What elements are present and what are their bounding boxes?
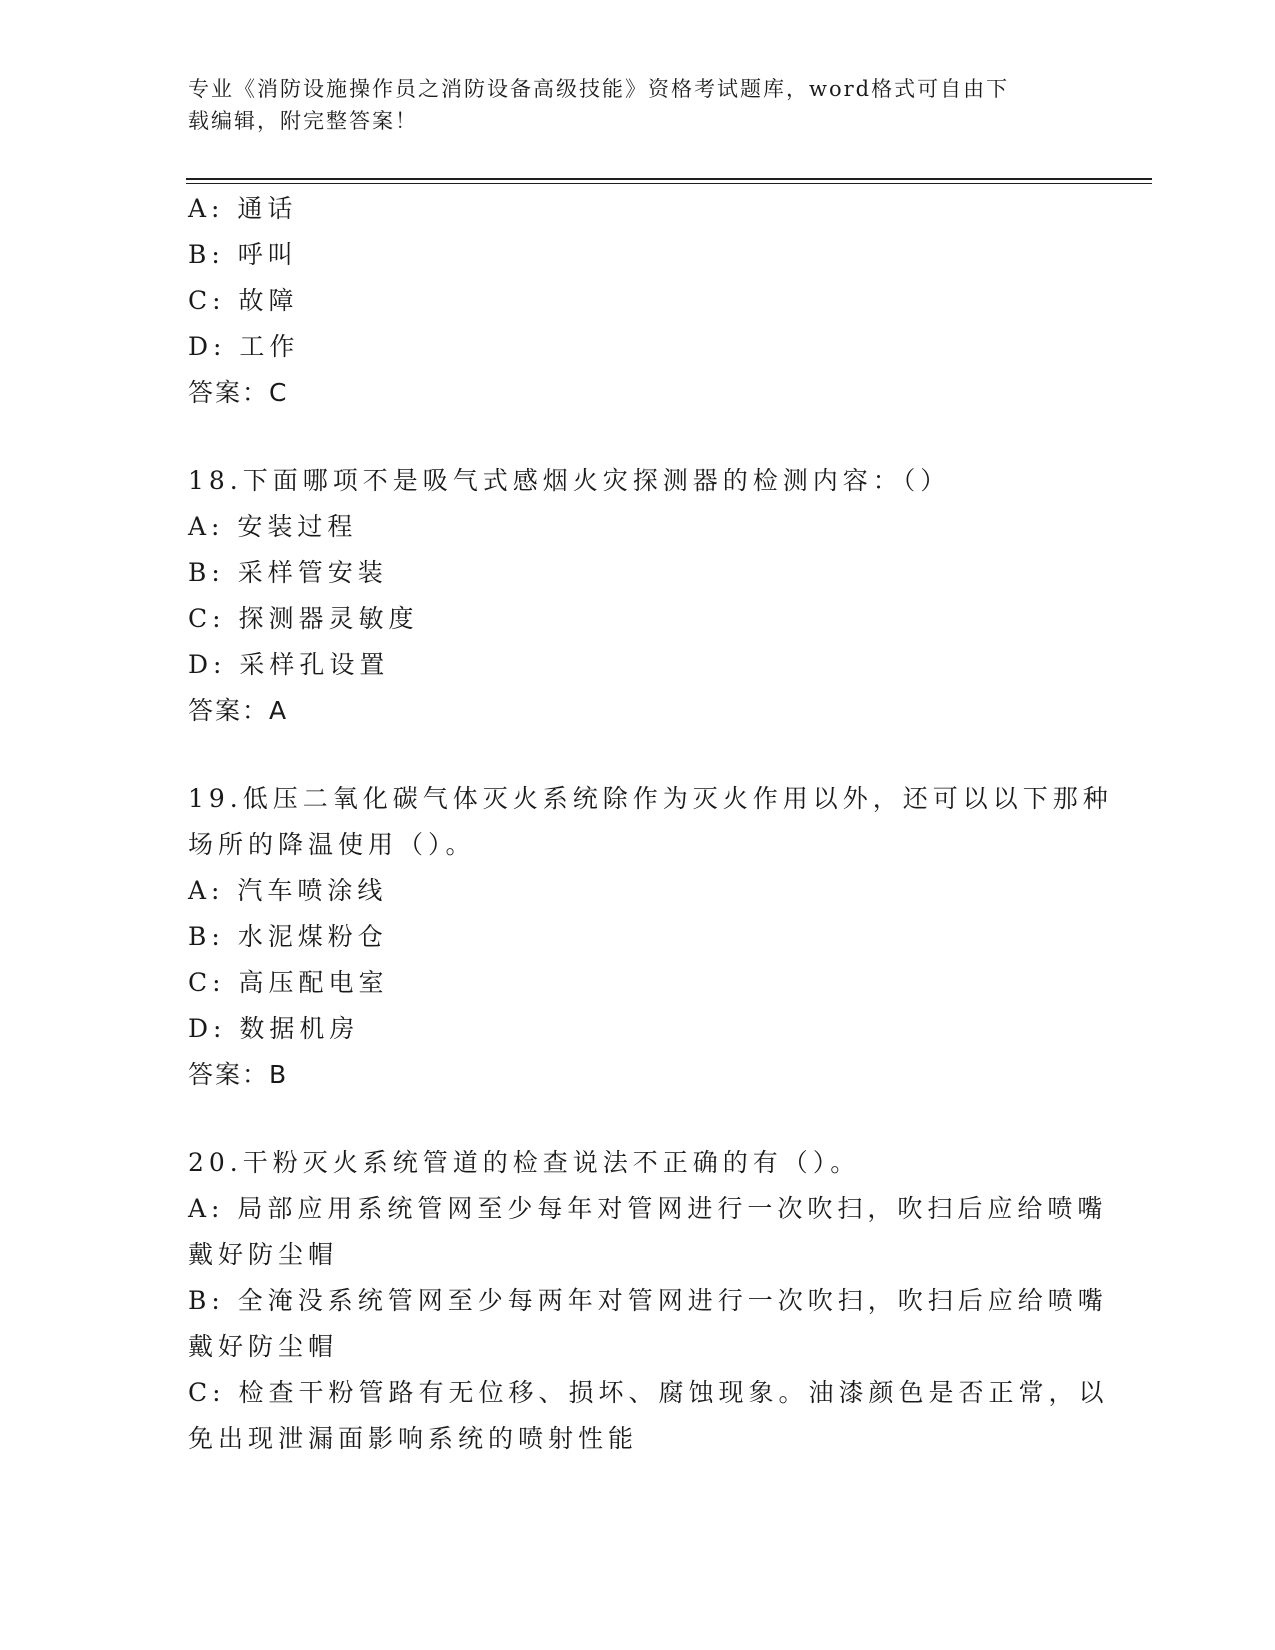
header-line-2: 载编辑，附完整答案！ — [188, 109, 418, 133]
answer: 答案：B — [188, 1060, 289, 1089]
option-a: A: 安装过程 — [188, 512, 358, 541]
option-c-line-1: C: 检查干粉管路有无位移、损坏、腐蚀现象。油漆颜色是否正常，以 — [188, 1378, 1109, 1407]
question-stem: 20.干粉灭火系统管道的检查说法不正确的有（）。 — [188, 1148, 861, 1177]
option-d: D: 采样孔设置 — [188, 650, 390, 679]
option-b: B: 水泥煤粉仓 — [188, 922, 388, 951]
option-c: C: 探测器灵敏度 — [188, 604, 419, 633]
option-b: B: 采样管安装 — [188, 558, 388, 587]
option-c-line-2: 免出现泄漏面影响系统的喷射性能 — [188, 1424, 639, 1453]
option-a-line-2: 戴好防尘帽 — [188, 1240, 339, 1269]
question-20 — [188, 1140, 1109, 1462]
option-a: A: 通话 — [188, 194, 298, 223]
option-a: A: 汽车喷涂线 — [188, 876, 388, 905]
question-19 — [188, 776, 1113, 1098]
option-a-line-1: A: 局部应用系统管网至少每年对管网进行一次吹扫，吹扫后应给喷嘴 — [188, 1194, 1108, 1223]
option-b-line-1: B: 全淹没系统管网至少每两年对管网进行一次吹扫，吹扫后应给喷嘴 — [188, 1286, 1108, 1315]
header-line-1: 专业《消防设施操作员之消防设备高级技能》资格考试题库，word格式可自由下 — [188, 77, 1010, 101]
question-stem: 18.下面哪项不是吸气式感烟火灾探测器的检测内容：（） — [188, 466, 951, 495]
question-stem-line-1: 19.低压二氧化碳气体灭火系统除作为灭火作用以外，还可以以下那种 — [188, 784, 1113, 813]
option-c: C: 故障 — [188, 286, 299, 315]
header-divider — [186, 178, 1152, 180]
option-b: B: 呼叫 — [188, 240, 298, 269]
question-18 — [188, 458, 1088, 734]
answer: 答案：A — [188, 696, 289, 725]
header-divider-thin — [186, 183, 1152, 184]
answer: 答案：C — [188, 378, 289, 407]
option-d: D: 工作 — [188, 332, 300, 361]
question-stem-line-2: 场所的降温使用（）。 — [188, 830, 476, 859]
document-header — [188, 73, 1068, 137]
option-b-line-2: 戴好防尘帽 — [188, 1332, 339, 1361]
question-17 — [188, 186, 1088, 416]
option-c: C: 高压配电室 — [188, 968, 389, 997]
option-d: D: 数据机房 — [188, 1014, 360, 1043]
question-list — [188, 186, 1113, 1462]
